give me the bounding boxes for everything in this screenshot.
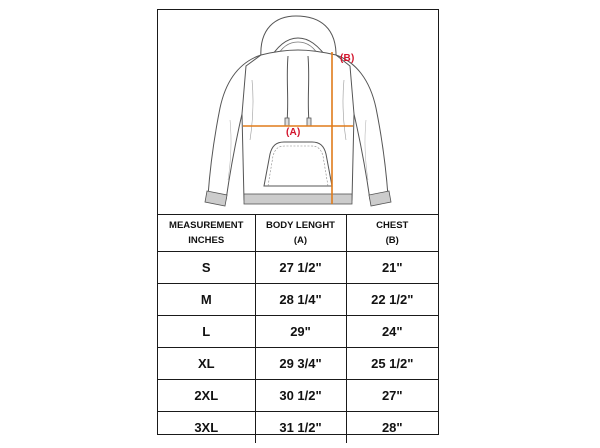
body-length-cell: 30 1/2" (255, 380, 346, 412)
header-body-length-line1: BODY LENGHT (266, 220, 335, 231)
header-chest-line1: CHEST (376, 220, 409, 231)
header-body-length-line2: (A) (293, 235, 308, 246)
header-chest (346, 215, 438, 252)
header-chest-line2: (B) (385, 235, 399, 246)
table-row (158, 380, 438, 412)
header-measurement (158, 215, 255, 252)
size-cell: S (158, 252, 255, 284)
hoodie-diagram (158, 10, 438, 215)
table-row (158, 284, 438, 316)
body-length-cell: 29 3/4" (255, 348, 346, 380)
table-row (158, 316, 438, 348)
hoodie-illustration (158, 10, 438, 214)
size-table (158, 215, 438, 443)
size-cell: 3XL (158, 412, 255, 444)
body-length-cell: 31 1/2" (255, 412, 346, 444)
body-length-cell: 28 1/4" (255, 284, 346, 316)
size-cell: XL (158, 348, 255, 380)
table-row (158, 348, 438, 380)
body-length-cell: 29" (255, 316, 346, 348)
body-length-cell: 27 1/2" (255, 252, 346, 284)
table-header-row (158, 215, 438, 252)
label-b: (B) (340, 53, 355, 64)
header-measurement-line1: MEASUREMENT (169, 220, 244, 231)
size-cell: 2XL (158, 380, 255, 412)
header-body-length (255, 215, 346, 252)
chest-cell: 22 1/2" (346, 284, 438, 316)
label-a: (A) (286, 127, 301, 138)
header-measurement-line2: INCHES (188, 235, 225, 246)
chest-cell: 24" (346, 316, 438, 348)
size-cell: M (158, 284, 255, 316)
chest-cell: 27" (346, 380, 438, 412)
table-row (158, 412, 438, 444)
size-cell: L (158, 316, 255, 348)
chest-cell: 28" (346, 412, 438, 444)
chest-cell: 25 1/2" (346, 348, 438, 380)
size-chart-card (157, 9, 439, 435)
table-row (158, 252, 438, 284)
chest-cell: 21" (346, 252, 438, 284)
